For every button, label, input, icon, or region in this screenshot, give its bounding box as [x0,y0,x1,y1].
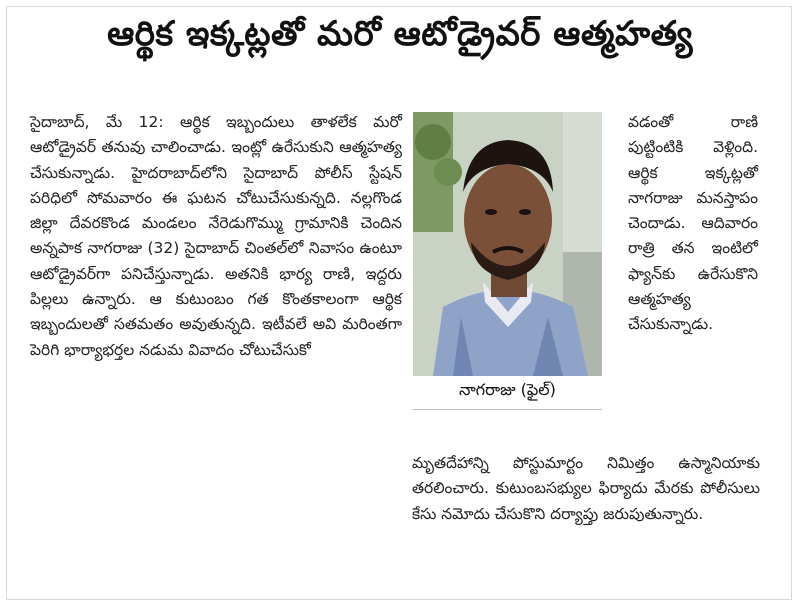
bottom-column-text: మృతదేహాన్ని పోస్టుమార్టం నిమిత్తం ఉస్మానియాకు తరలించారు. కుటుంబసభ్యుల ఫిర్యాదు మేరకు పోలీసులు కేసు నమోదు చేసుకొని దర్యాప్తు జరుపుతున్నారు. [412,454,760,523]
photo-caption: నాగరాజు (ఫైల్) [459,380,556,399]
caption-divider [413,409,602,410]
victim-photo [413,112,602,376]
right-column-text: వడంతో రాణి పుట్టింటికి వెళ్లింది. ఆర్థిక ఇక్కట్లతో నాగరాజు మనస్తాపం చెందాడు. ఆదివారం రాత్రి తన ఇంటిలో ఫ్యాన్‌కు ఉరేసుకొని ఆత్మహత్య చేసుకున్నాడు. [628,113,758,334]
left-column-text: ఆర్థిక ఇబ్బందులు తాళలేక మరో ఆటోడ్రైవర్ తనువు చాలించాడు. ఇంట్లో ఉరేసుకుని ఆత్మహత్య చేసుకున్నాడు. హైదరాబాద్‌లోని సైదాబాద్ పోలీస్ స్టేషన్ పరిధిలో సోమవారం ఈ ఘటన చోటుచేసుకున్నది. నల్లగొండ జిల్లా దేవరకొండ మండలం నేరెడుగొమ్ము గ్రామానికి చెందిన అన్నపాక నాగరాజు (32) సైదాబాద్ చింతల్‌లో నివాసం ఉంటూ ఆటోడ్రైవర్‌గా పనిచేస్తున్నాడు. అతనికి భార్య రాణి, ఇద్దరు పిల్లలు ఉన్నారు. ఆ కుటుంబం గత కొంతకాలంగా ఆర్థిక ఇబ్బందులతో సతమతం అవుతున్నది. ఇటీవలే అవి మరింతగా పెరిగి భార్యాభర్తల నడుమ వివాదం చోటుచేసుకో [30,113,402,359]
article-body-left [30,110,402,363]
headline: ఆర్థిక ఇక్కట్లతో మరో ఆటోడ్రైవర్ ఆత్మహత్య [107,14,693,54]
article-right-column [628,110,758,338]
article-bottom-column [412,451,760,527]
dateline: సైదాబాద్, మే 12: [30,113,164,131]
article-left-column [30,110,402,363]
